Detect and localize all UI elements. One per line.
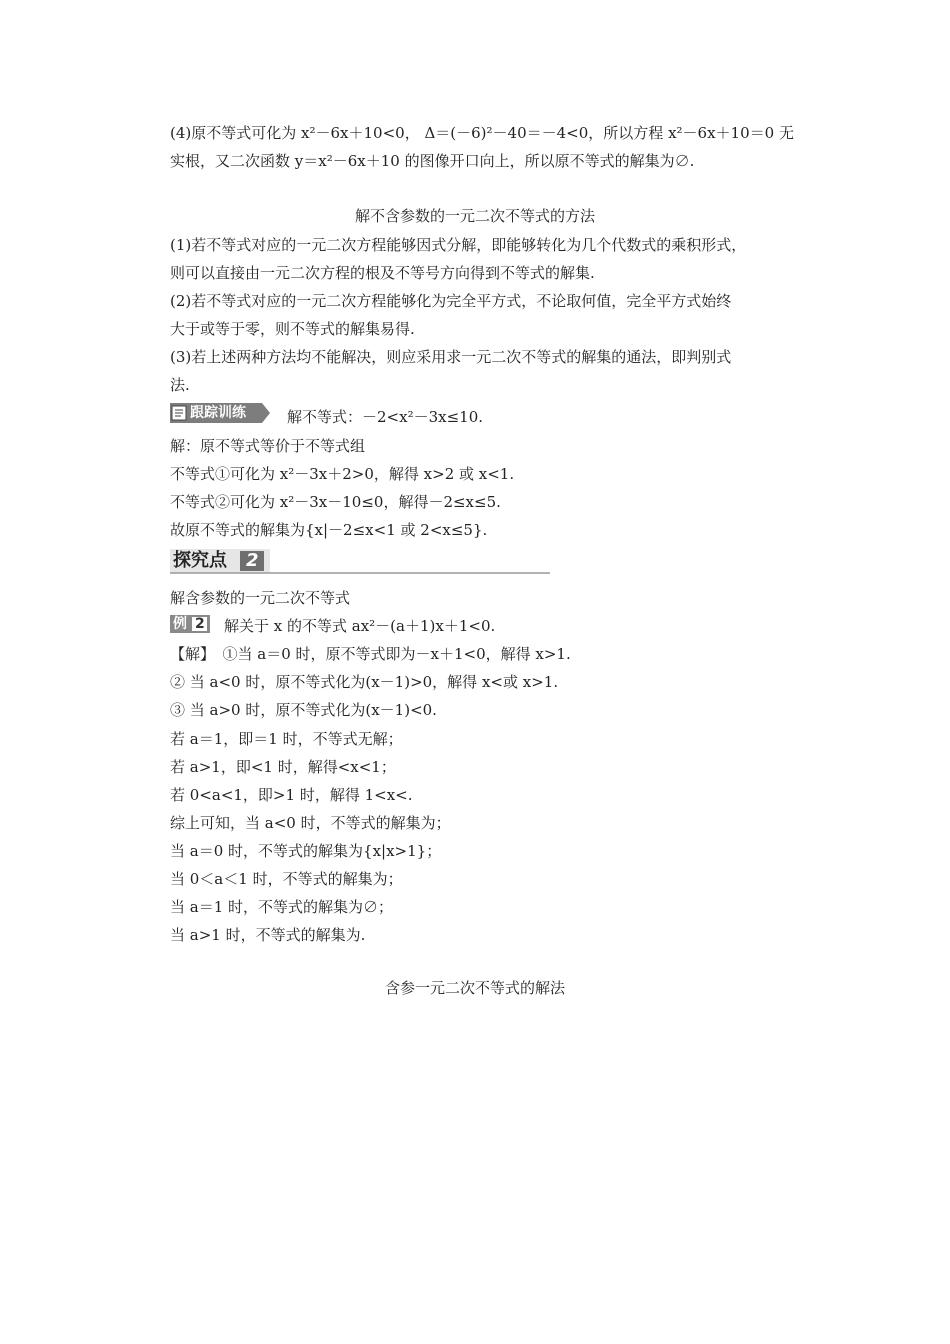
example2-line1: 【解】 ①当 a＝0 时，原不等式即为－x＋1<0，解得 x>1. <box>170 645 571 663</box>
example2-line3: ③ 当 a>0 时，原不等式化为(x－1)<0. <box>170 701 437 719</box>
example2-question: 解关于 x 的不等式 ax²－(a＋1)x＋1<0. <box>224 617 496 635</box>
explore-point-label: 探究点 <box>173 550 227 571</box>
example2-line5: 若 a>1，即<1 时，解得<x<1； <box>170 758 396 776</box>
training-sol-3: 不等式②可化为 x²－3x－10≤0，解得－2≤x≤5. <box>170 493 501 511</box>
example2-line2: ② 当 a<0 时，原不等式化为(x－1)>0，解得 x<或 x>1. <box>170 673 559 691</box>
method1-title: 解不含参数的一元二次不等式的方法 <box>354 207 595 225</box>
part4-line2: 实根，又二次函数 y＝x²－6x＋10 的图像开口向上，所以原不等式的解集为∅. <box>170 152 695 170</box>
method1-p3b: 法. <box>170 376 190 394</box>
method1-p1b: 则可以直接由一元二次方程的根及不等号方向得到不等式的解集. <box>170 264 595 282</box>
example-badge-number: 2 <box>195 616 205 632</box>
training-question: 解不等式：－2<x²－3x≤10. <box>287 408 484 426</box>
training-badge-label: 跟踪训练 <box>190 405 246 421</box>
training-sol-2: 不等式①可化为 x²－3x＋2>0，解得 x>2 或 x<1. <box>170 465 515 483</box>
explore-topic: 解含参数的一元二次不等式 <box>170 589 351 607</box>
method2-title: 含参一元二次不等式的解法 <box>384 979 565 997</box>
method1-p2a: (2)若不等式对应的一元二次方程能够化为完全平方式，不论取何值，完全平方式始终 <box>170 292 732 310</box>
example2-line4: 若 a＝1，即＝1 时，不等式无解； <box>170 730 403 748</box>
example-badge-label: 例 <box>173 616 187 632</box>
training-sol-4: 故原不等式的解集为{x|－2≤x<1 或 2<x≤5}. <box>170 521 488 539</box>
example2-line8: 当 a＝0 时，不等式的解集为{x|x>1}； <box>170 842 442 860</box>
example2-line10: 当 a＝1 时，不等式的解集为∅； <box>170 898 394 916</box>
method1-p2b: 大于或等于零，则不等式的解集易得. <box>170 320 415 338</box>
example-badge <box>170 615 210 633</box>
explore-point-header <box>170 549 550 575</box>
example2-line9: 当 0＜a＜1 时，不等式的解集为； <box>170 870 403 888</box>
training-badge <box>170 403 270 423</box>
method1-p3a: (3)若上述两种方法均不能解决，则应采用求一元二次不等式的解集的通法，即判别式 <box>170 348 732 366</box>
training-sol-1: 解：原不等式等价于不等式组 <box>170 437 366 455</box>
example2-line7: 综上可知，当 a<0 时，不等式的解集为； <box>170 814 451 832</box>
method1-p1a: (1)若不等式对应的一元二次方程能够因式分解，即能够转化为几个代数式的乘积形式， <box>170 236 747 254</box>
explore-point-number: 2 <box>246 550 259 571</box>
example2-line6: 若 0<a<1，即>1 时，解得 1<x<. <box>170 786 413 804</box>
example2-line11: 当 a>1 时，不等式的解集为. <box>170 926 366 944</box>
part4-line1: (4)原不等式可化为 x²－6x＋10<0， Δ＝(－6)²－40＝－4<0，所以方程 x²－6x＋10＝0 无 <box>170 124 794 142</box>
